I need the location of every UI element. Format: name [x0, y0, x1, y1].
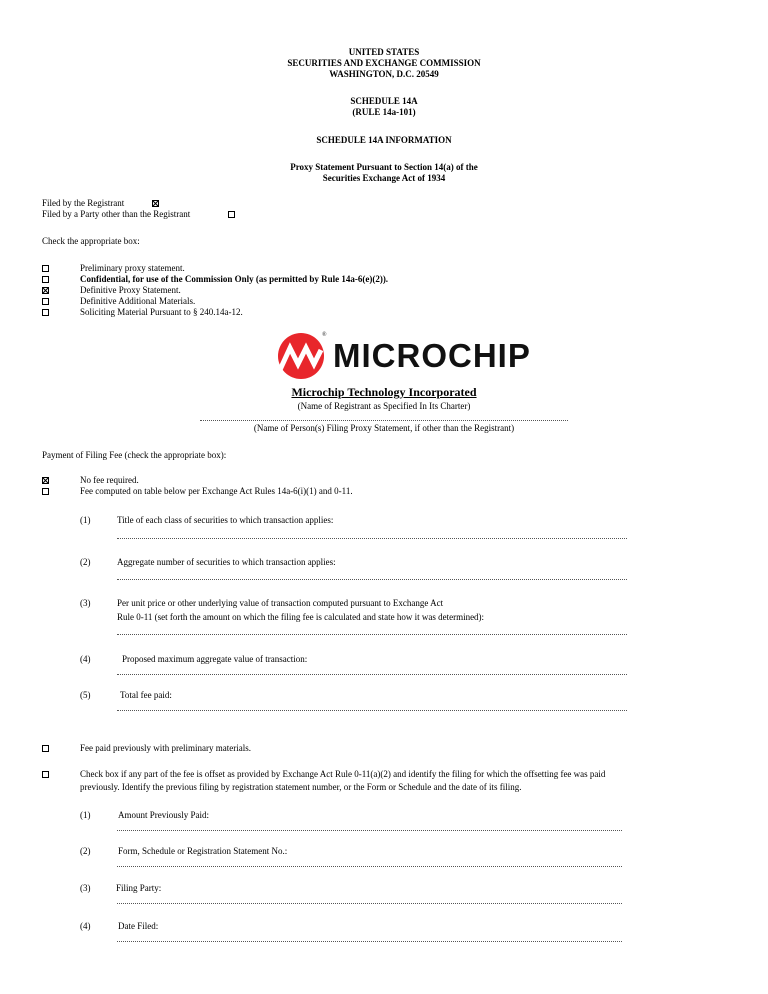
- proxy-line2: Securities Exchange Act of 1934: [322, 173, 446, 183]
- prelim-fee-label: Fee paid previously with preliminary materials.: [80, 743, 251, 753]
- option-soliciting-checkbox[interactable]: [42, 309, 49, 316]
- microchip-logo-icon: [275, 332, 327, 380]
- fee-item-aggregate-number-line: [117, 579, 627, 580]
- offset-item-form-schedule-line: [117, 866, 622, 867]
- option-preliminary-checkbox[interactable]: [42, 265, 49, 272]
- no-fee-checkbox[interactable]: [42, 477, 49, 484]
- fee-item-unit-price: Per unit price or other underlying value of transaction computed pursuant to Exchange Act: [117, 598, 444, 608]
- fee-computed-checkbox[interactable]: [42, 488, 49, 495]
- check-appropriate-label: Check the appropriate box:: [42, 236, 140, 246]
- schedule-title: SCHEDULE 14A: [350, 96, 418, 106]
- microchip-logo: [275, 332, 531, 380]
- offset-item-number: (4): [80, 921, 91, 931]
- fee-item-number: (1): [80, 515, 91, 525]
- no-fee-label: No fee required.: [80, 475, 139, 485]
- prelim-fee-checkbox[interactable]: [42, 745, 49, 752]
- fee-item-max-value-line: [117, 674, 627, 675]
- payment-label: Payment of Filing Fee (check the appropriate box):: [42, 450, 227, 460]
- fee-item-number: (3): [80, 598, 91, 608]
- fee-item-unit-price-line: [117, 634, 627, 635]
- person-filing-caption: (Name of Person(s) Filing Proxy Statement, if other than the Registrant): [253, 423, 515, 433]
- header-line2: SECURITIES AND EXCHANGE COMMISSION: [287, 58, 481, 68]
- fee-item-number: (5): [80, 690, 91, 700]
- fee-item-total-paid: Total fee paid:: [120, 690, 172, 700]
- option-definitive-checkbox[interactable]: [42, 287, 49, 294]
- fee-item-title-class: Title of each class of securities to which transaction applies:: [117, 515, 334, 525]
- filed-by-registrant-label: Filed by the Registrant: [42, 198, 125, 208]
- offset-item-number: (2): [80, 846, 91, 856]
- fee-item-unit-price-cont: Rule 0-11 (set forth the amount on which the filing fee is calculated and state how it was determined):: [117, 612, 485, 622]
- registered-mark-icon: ®: [322, 332, 327, 338]
- registrant-name: Microchip Technology Incorporated: [291, 385, 477, 399]
- offset-item-date-filed-line: [117, 941, 622, 942]
- option-soliciting-label: Soliciting Material Pursuant to § 240.14a-12.: [80, 307, 243, 317]
- filed-by-registrant-checkbox[interactable]: [152, 200, 159, 207]
- fee-item-max-value: Proposed maximum aggregate value of transaction:: [122, 654, 308, 664]
- option-preliminary-label: Preliminary proxy statement.: [80, 263, 185, 273]
- offset-item-amount-paid-line: [117, 830, 622, 831]
- option-definitive-label: Definitive Proxy Statement.: [80, 285, 181, 295]
- registrant-name-caption: (Name of Registrant as Specified In Its Charter): [297, 401, 471, 411]
- offset-item-number: (3): [80, 883, 91, 893]
- info-title: SCHEDULE 14A INFORMATION: [316, 135, 452, 145]
- option-confidential-checkbox[interactable]: [42, 276, 49, 283]
- offset-label-line1: Check box if any part of the fee is offset as provided by Exchange Act Rule 0-11(a)(2) and identify the filing for which the offsetting fee was paid: [80, 769, 606, 779]
- header-line3: WASHINGTON, D.C. 20549: [329, 69, 439, 79]
- offset-item-number: (1): [80, 810, 91, 820]
- offset-item-filing-party: Filing Party:: [116, 883, 162, 893]
- option-additional-checkbox[interactable]: [42, 298, 49, 305]
- fee-computed-label: Fee computed on table below per Exchange Act Rules 14a-6(i)(1) and 0-11.: [80, 486, 353, 496]
- fee-item-title-class-line: [117, 538, 627, 539]
- logo-wordmark: MICROCHIP: [333, 337, 531, 374]
- fee-item-aggregate-number: Aggregate number of securities to which transaction applies:: [117, 557, 336, 567]
- option-additional-label: Definitive Additional Materials.: [80, 296, 196, 306]
- fee-item-total-paid-line: [117, 710, 627, 711]
- fee-item-number: (2): [80, 557, 91, 567]
- option-confidential-label: Confidential, for use of the Commission Only (as permitted by Rule 14a-6(e)(2)).: [80, 274, 389, 284]
- rule-label: (RULE 14a-101): [352, 107, 416, 117]
- offset-item-form-schedule: Form, Schedule or Registration Statement No.:: [118, 846, 288, 856]
- offset-checkbox[interactable]: [42, 771, 49, 778]
- offset-label-line2: previously. Identify the previous filing by registration statement number, or the Form or Schedule and the date of its filing.: [80, 782, 522, 792]
- person-filing-line: [200, 420, 568, 421]
- offset-item-date-filed: Date Filed:: [118, 921, 159, 931]
- filed-by-other-checkbox[interactable]: [228, 211, 235, 218]
- offset-item-amount-paid: Amount Previously Paid:: [118, 810, 210, 820]
- offset-item-filing-party-line: [117, 903, 622, 904]
- proxy-line1: Proxy Statement Pursuant to Section 14(a) of the: [290, 162, 478, 172]
- filed-by-other-label: Filed by a Party other than the Registrant: [42, 209, 191, 219]
- header-line1: UNITED STATES: [348, 47, 420, 57]
- fee-item-number: (4): [80, 654, 91, 664]
